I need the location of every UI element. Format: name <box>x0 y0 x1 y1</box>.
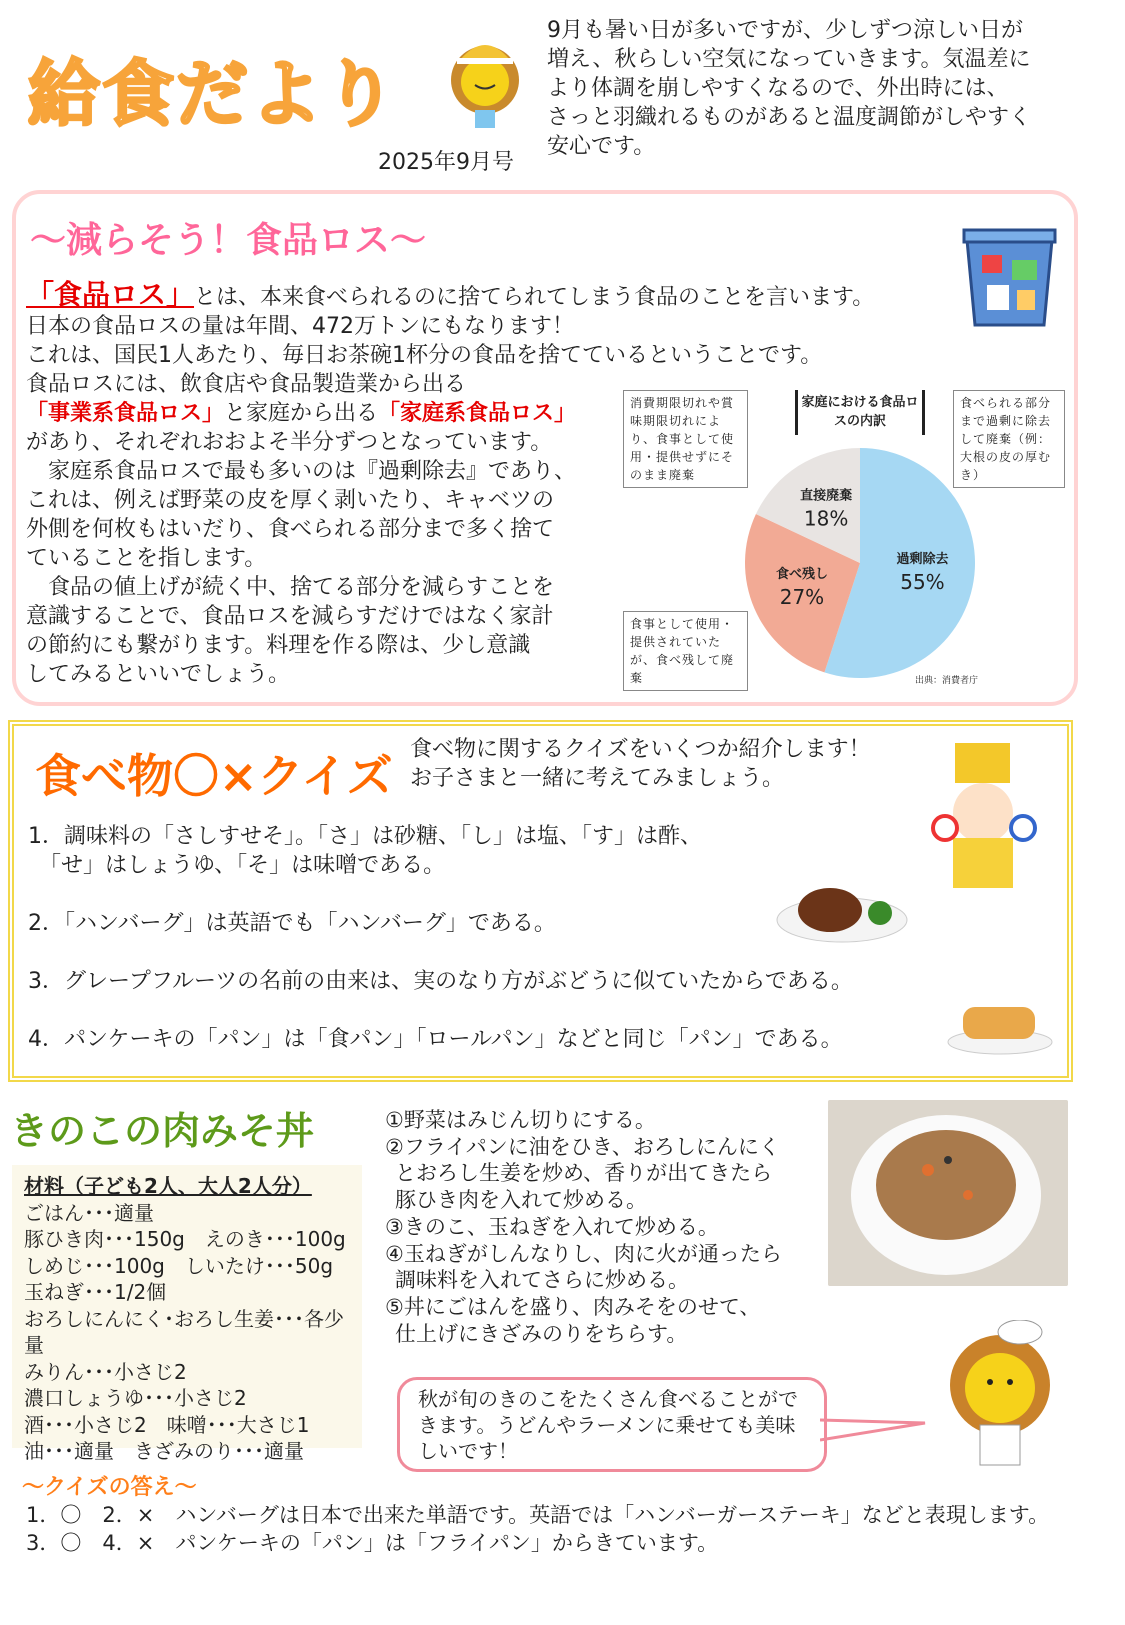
step: ①野菜はみじん切りにする。 <box>385 1108 656 1132</box>
pie-value-label: 55% <box>900 569 945 594</box>
intro-line: 9月も暑い日が多いですが、少しずつ涼しい日が <box>547 18 1023 43</box>
issue-date: 2025年9月号 <box>378 150 514 175</box>
quiz-intro-line: お子さまと一緒に考えてみましょう。 <box>410 766 785 791</box>
ingredient: おろしにんにく･おろし生姜･･･各少量 <box>24 1306 344 1357</box>
ingredient: 玉ねぎ･･･1/2個 <box>24 1280 167 1304</box>
quiz-question-1: 1．調味料の「さしすせそ」。「さ」は砂糖、「し」は塩、「す」は酢、 <box>28 824 702 849</box>
quiz-question-3: 3．グレープフルーツの名前の由来は、実のなり方がぶどうに似ていたからである。 <box>28 969 853 994</box>
ingredient: ごはん･･･適量 <box>24 1200 154 1225</box>
body-line: これは、例えば野菜の皮を厚く剥いたり、キャベツの <box>26 488 555 513</box>
term-household-loss: 「家庭系食品ロス」 <box>378 401 577 426</box>
intro-line: より体調を崩しやすくなるので、外出時には、 <box>547 76 1009 101</box>
food-loss-heading: ～減らそう！食品ロス～ <box>30 220 427 261</box>
quiz-intro-line: 食べ物に関するクイズをいくつか紹介します！ <box>410 737 871 762</box>
pie-value-label: 18% <box>803 506 849 531</box>
answers-heading: ～クイズの答え～ <box>22 1475 197 1500</box>
note-leftovers: 食事として使用・提供されていたが、食べ残して廃棄 <box>623 611 748 691</box>
ingredient: みりん･･･小さじ2 <box>24 1359 187 1384</box>
step: とおろし生姜を炒め、香りが出てきたら <box>395 1161 773 1186</box>
body-line: とは、本来食べられるのに捨てられてしまう食品のことを言います。 <box>194 285 875 310</box>
body-line: 意識することで、食品ロスを減らすだけではなく家計 <box>26 604 554 629</box>
mascot-chef-lion-icon <box>945 1320 1055 1470</box>
ingredient: 豚ひき肉･･･150g えのき･･･100g <box>24 1227 346 1251</box>
step: 調味料を入れてさらに炒める。 <box>395 1268 689 1293</box>
body-line: ていることを指します。 <box>26 546 267 571</box>
body-line: があり、それぞれおおよそ半分ずつとなっています。 <box>26 430 553 455</box>
ingredient: 油･･･適量 きざみのり･･･適量 <box>24 1439 304 1463</box>
answer-line: 1．〇 2．× ハンバーグは日本で出来た単語です。英語では「ハンバーガーステーキ」などと表現します。 <box>26 1503 1050 1527</box>
ingredient: 濃口しょうゆ･･･小さじ2 <box>24 1386 247 1410</box>
body-line: 食品の値上げが続く中、捨てる部分を減らすことを <box>26 575 555 600</box>
step: 仕上げにきざみのりをちらす。 <box>395 1321 688 1346</box>
recipe-heading: きのこの肉みそ丼 <box>10 1109 315 1153</box>
quiz-heading: 食べ物〇×クイズ <box>35 749 393 803</box>
step: ③きのこ、玉ねぎを入れて炒める。 <box>385 1214 719 1239</box>
quiz-question-2: 2．「ハンバーグ」は英語でも「ハンバーグ」である。 <box>28 911 556 936</box>
quiz-question-1-cont: 「せ」はしょうゆ、「そ」は味噌である。 <box>28 853 446 878</box>
pie-chart <box>730 440 990 690</box>
intro-line: 増え、秋らしい空気になっていきます。気温差に <box>547 47 1031 72</box>
body-line: と家庭から出る <box>224 401 379 426</box>
step: ④玉ねぎがしんなりし、肉に火が通ったら <box>385 1241 782 1266</box>
newsletter-title: 給食だより <box>28 52 399 136</box>
body-line: 日本の食品ロスの量は年間、472万トンにもなります！ <box>26 314 574 339</box>
step: ②フライパンに油をひき、おろしにんにく <box>385 1134 780 1159</box>
intro-text <box>547 16 1117 161</box>
chart-source: 出典：消費者庁 <box>915 676 979 686</box>
body-line: の節約にも繋がります。料理を作る際は、少し意識 <box>26 633 531 658</box>
trash-can-icon <box>962 215 1057 330</box>
intro-line: さっと羽織れるものがあると温度調節がしやすく <box>547 105 1032 130</box>
body-line: 外側を何枚もはいだり、食べられる部分まで多く捨て <box>26 517 555 542</box>
step: 豚ひき肉を入れて炒める。 <box>395 1188 647 1213</box>
hamburg-steak-icon <box>775 875 910 945</box>
pancake-icon <box>945 982 1055 1057</box>
intro-line: 安心です。 <box>547 134 656 159</box>
ingredient: しめじ･･･100g しいたけ･･･50g <box>24 1253 334 1278</box>
mascot-lion-icon <box>445 30 525 130</box>
speech-bubble: 秋が旬のきのこをたくさん食べることができます。うどんやラーメンに乗せても美味しいです！ <box>397 1377 827 1472</box>
body-line: これは、国民1人あたり、毎日お茶碗1杯分の食品を捨てているということです。 <box>26 343 823 368</box>
pie-category-label: 食べ残し <box>775 567 828 583</box>
quiz-intro <box>410 735 871 793</box>
quiz-question-4: 4．パンケーキの「パン」は「食パン」「ロールパン」などと同じ「パン」である。 <box>28 1027 843 1052</box>
ingredients-box <box>12 1165 362 1463</box>
answer-line: 3．〇 4．× パンケーキの「パン」は「フライパン」からきています。 <box>26 1531 719 1555</box>
body-line: 家庭系食品ロスで最も多いのは『過剰除去』であり、 <box>26 459 577 484</box>
recipe-steps <box>385 1107 825 1347</box>
pie-category-label: 過剰除去 <box>896 551 949 567</box>
chart-title: 家庭における食品ロスの内訳 <box>795 390 925 435</box>
pie-category-label: 直接廃棄 <box>800 488 853 504</box>
ingredient: 酒･･･小さじ2 味噌･･･大さじ1 <box>24 1412 310 1437</box>
ingredients-title: 材料（子ども2人、大人2人分） <box>24 1174 312 1198</box>
dish-photo <box>828 1100 1068 1286</box>
step: ⑤丼にごはんを盛り、肉みそをのせて、 <box>385 1294 761 1319</box>
note-excess-removal: 食べられる部分まで過剰に除去して廃棄（例：大根の皮の厚むき） <box>953 390 1065 488</box>
note-direct-disposal: 消費期限切れや賞味期限切れにより、食事として使用・提供せずにそのまま廃棄 <box>623 390 748 488</box>
term-business-loss: 「事業系食品ロス」 <box>26 401 225 426</box>
bubble-tail <box>820 1415 930 1445</box>
body-line: してみるといいでしょう。 <box>26 662 291 687</box>
body-line: 食品ロスには、飲食店や食品製造業から出る <box>26 372 467 397</box>
term-food-loss: 「食品ロス」 <box>26 278 195 311</box>
mascot-quiz-icon <box>915 738 1055 888</box>
pie-value-label: 27% <box>779 585 825 610</box>
